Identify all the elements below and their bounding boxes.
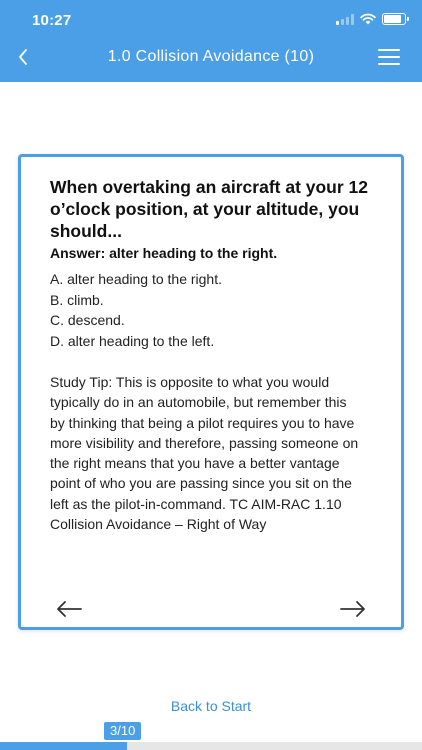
- signal-icon: [336, 14, 354, 25]
- answer-text: Answer: alter heading to the right.: [50, 245, 278, 261]
- option-item-c: C. descend.: [50, 312, 125, 328]
- hamburger-menu-icon[interactable]: [378, 49, 400, 65]
- next-card-button[interactable]: [338, 597, 368, 621]
- option-item-a: A. alter heading to the right.: [50, 271, 222, 287]
- arrow-left-icon: [54, 597, 84, 621]
- previous-card-button[interactable]: [54, 597, 84, 621]
- progress-fill: [0, 742, 127, 750]
- arrow-right-icon: [338, 597, 368, 621]
- battery-icon: [382, 13, 406, 25]
- progress-badge: 3/10: [104, 722, 141, 740]
- app-header: [0, 0, 422, 82]
- status-icons: [336, 13, 406, 25]
- wifi-icon: [360, 13, 376, 25]
- options-list: [50, 269, 222, 351]
- option-item-d: D. alter heading to the left.: [50, 332, 215, 349]
- status-time: 10:27: [32, 12, 72, 29]
- page-title: 1.0 Collision Avoidance (10): [107, 48, 315, 65]
- option-item-b: B. climb.: [50, 291, 104, 308]
- study-tip: Study Tip: This is opposite to what you would typically do in an automobile, but remember this by thinking that being a pilot requires you to have more visibility and therefore, passing someone on the right means that you have a better vantage point of who you are passing since you sit on the left as the pilot-in-command. TC AIM-RAC 1.10 Collision Avoidance – Right of Way: [50, 374, 359, 533]
- question-text: When overtaking an aircraft at your 12 o’clock position, at your altitude, you should...: [50, 177, 369, 241]
- flashcard: [18, 154, 404, 630]
- back-to-start-link[interactable]: Back to Start: [170, 698, 252, 714]
- progress-bar: [0, 742, 422, 750]
